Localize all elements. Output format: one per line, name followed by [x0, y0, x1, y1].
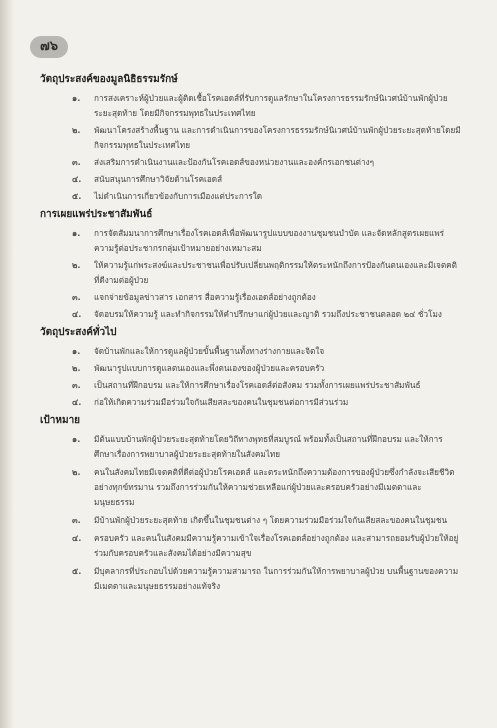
list-item-number: ๒. [72, 125, 81, 135]
list-item [40, 395, 461, 410]
list-item-number: ๒. [72, 467, 81, 477]
list-item-text: มีบุคลากรที่ประกอบไปด้วยความรู้ความสามารถ ในการร่วมกันให้การพยาบาลผู้ป่วย บนพื้นฐานของความมีเมตตาและมนุษยธรรมอย่างแท้จริง [94, 566, 459, 591]
list-item [40, 432, 461, 462]
list-item [40, 513, 461, 528]
list-item [40, 344, 461, 359]
section-heading: วัตถุประสงค์ของมูลนิธิธรรมรักษ์ [40, 74, 178, 85]
section-heading: เป้าหมาย [40, 415, 81, 426]
section-heading: วัตถุประสงค์ทั่วไป [40, 327, 117, 338]
list-item [40, 290, 461, 305]
list-item-number: ๒. [72, 363, 81, 373]
list-item-number: ๑. [72, 93, 81, 103]
list-item [40, 361, 461, 376]
list-item-number: ๓. [72, 515, 81, 525]
list-item-text: ก่อให้เกิดความร่วมมือร่วมใจกันเสียสละของคนในชุมชนต่อการมีส่วนร่วม [94, 397, 349, 407]
list-item-text: การสงเคราะห์ผู้ป่วยและผู้ติดเชื้อโรคเอดส์ที่รับการดูแลรักษาในโครงการธรรมรักษ์นิเวศน์บ้านพักผู้ป่วยระยะสุดท้าย โดยมีกิจกรรมพุทธในประเทศไทย [94, 93, 448, 118]
numbered-list [40, 432, 461, 594]
numbered-list [40, 91, 461, 204]
list-item-number: ๕. [72, 191, 82, 201]
list-item-number: ๔. [72, 533, 82, 543]
list-item-text: ไม่ดำเนินการเกี่ยวข้องกับการเมืองแต่ประการใด [94, 191, 263, 201]
list-item [40, 155, 461, 170]
section-2 [40, 207, 461, 322]
list-item-text: ส่งเสริมการดำเนินงานและป้องกันโรคเอดส์ของหน่วยงานและองค์กรเอกชนต่างๆ [94, 157, 374, 167]
list-item [40, 378, 461, 393]
list-item [40, 258, 461, 288]
list-item-text: ครอบครัว และคนในสังคมมีความรู้ความเข้าใจเรื่องโรคเอดส์อย่างถูกต้อง และสามารถยอมรับผู้ป่วยให้อยู่ร่วมกับครอบครัวและสังคมได้อย่างมีความสุข [94, 533, 459, 558]
list-item-number: ๓. [72, 292, 81, 302]
list-item-number: ๑. [72, 346, 81, 356]
page-number: ๗๖ [30, 36, 68, 58]
list-item-text: เป็นสถานที่ฝึกอบรม และให้การศึกษาเรื่องโรคเอดส์ต่อสังคม รวมทั้งการเผยแพร่ประชาสัมพันธ์ [94, 380, 421, 390]
list-item-number: ๒. [72, 260, 81, 270]
section-4 [40, 413, 461, 594]
list-item-text: พัฒนาโครงสร้างพื้นฐาน และการดำเนินการของโครงการธรรมรักษ์นิเวศน์บ้านพักผู้ป่วยระยะสุดท้ายโดยมีกิจกรรมพุทธในประเทศไทย [94, 125, 461, 150]
list-item [40, 226, 461, 256]
list-item [40, 465, 461, 510]
list-item-number: ๑. [72, 228, 81, 238]
section-1 [40, 72, 461, 204]
list-item [40, 91, 461, 121]
list-item [40, 531, 461, 561]
list-item [40, 123, 461, 153]
list-item-text: คนในสังคมไทยมีเจตคติที่ดีต่อผู้ป่วยโรคเอดส์ และตระหนักถึงความต้องการของผู้ป่วยซึ่งกำลังจะเสียชีวิตอย่างทุกข์ทรมาน รวมถึงการร่วมกันให้ความช่วยเหลือแก่ผู้ป่วยและครอบครัวอย่างมีเมตตาและมนุษยธรรม [94, 467, 455, 507]
list-item [40, 172, 461, 187]
list-item-text: จัดบ้านพักและให้การดูแลผู้ป่วยขั้นพื้นฐานทั้งทางร่างกายและจิตใจ [94, 346, 325, 356]
list-item-text: จัดอบรมให้ความรู้ และทำกิจกรรมให้คำปรึกษาแก่ผู้ป่วยและญาติ รวมถึงประชาชนตลอด ๒๔ ชั่วโมง [94, 309, 442, 319]
list-item [40, 307, 461, 322]
section-heading: การเผยแพร่ประชาสัมพันธ์ [40, 209, 153, 220]
list-item-number: ๔. [72, 309, 82, 319]
list-item-number: ๔. [72, 174, 82, 184]
list-item-text: ให้ความรู้แก่พระสงฆ์และประชาชนเพื่อปรับเปลี่ยนพฤติกรรมให้ตระหนักถึงการป้องกันตนเองและมีเจตคติที่ดีงามต่อผู้ป่วย [94, 260, 457, 285]
list-item [40, 189, 461, 204]
section-3 [40, 325, 461, 410]
list-item-number: ๑. [72, 434, 81, 444]
numbered-list [40, 226, 461, 322]
list-item-text: มีต้นแบบบ้านพักผู้ป่วยระยะสุดท้ายโดยวิถีทางพุทธที่สมบูรณ์ พร้อมทั้งเป็นสถานที่ฝึกอบรม และให้การศึกษาเรื่องการพยาบาลผู้ป่วยระยะสุดท้ายในสังคมไทย [94, 434, 443, 459]
numbered-list [40, 344, 461, 410]
list-item-number: ๓. [72, 157, 81, 167]
list-item [40, 564, 461, 594]
list-item-text: มีบ้านพักผู้ป่วยระยะสุดท้าย เกิดขึ้นในชุมชนต่าง ๆ โดยความร่วมมือร่วมใจกันเสียสละของคนในชุมชน [94, 515, 448, 525]
list-item-text: สนับสนุนการศึกษาวิจัยด้านโรคเอดส์ [94, 174, 223, 184]
list-item-number: ๕. [72, 566, 82, 576]
list-item-text: การจัดสัมมนาการศึกษาเรื่องโรคเอดส์เพื่อพัฒนารูปแบบของงานชุมชนบำบัด และจัดหลักสูตรเผยแพร่ความรู้ต่อประชากรกลุ่มเป้าหมายอย่างเหมาะสม [94, 228, 445, 253]
list-item-number: ๔. [72, 397, 82, 407]
list-item-text: พัฒนารูปแบบการดูแลตนเองและพึ่งตนเองของผู้ป่วยและครอบครัว [94, 363, 325, 373]
list-item-text: แจกจ่ายข้อมูลข่าวสาร เอกสาร สื่อความรู้เรื่องเอดส์อย่างถูกต้อง [94, 292, 316, 302]
page-content [40, 72, 461, 594]
list-item-number: ๓. [72, 380, 81, 390]
